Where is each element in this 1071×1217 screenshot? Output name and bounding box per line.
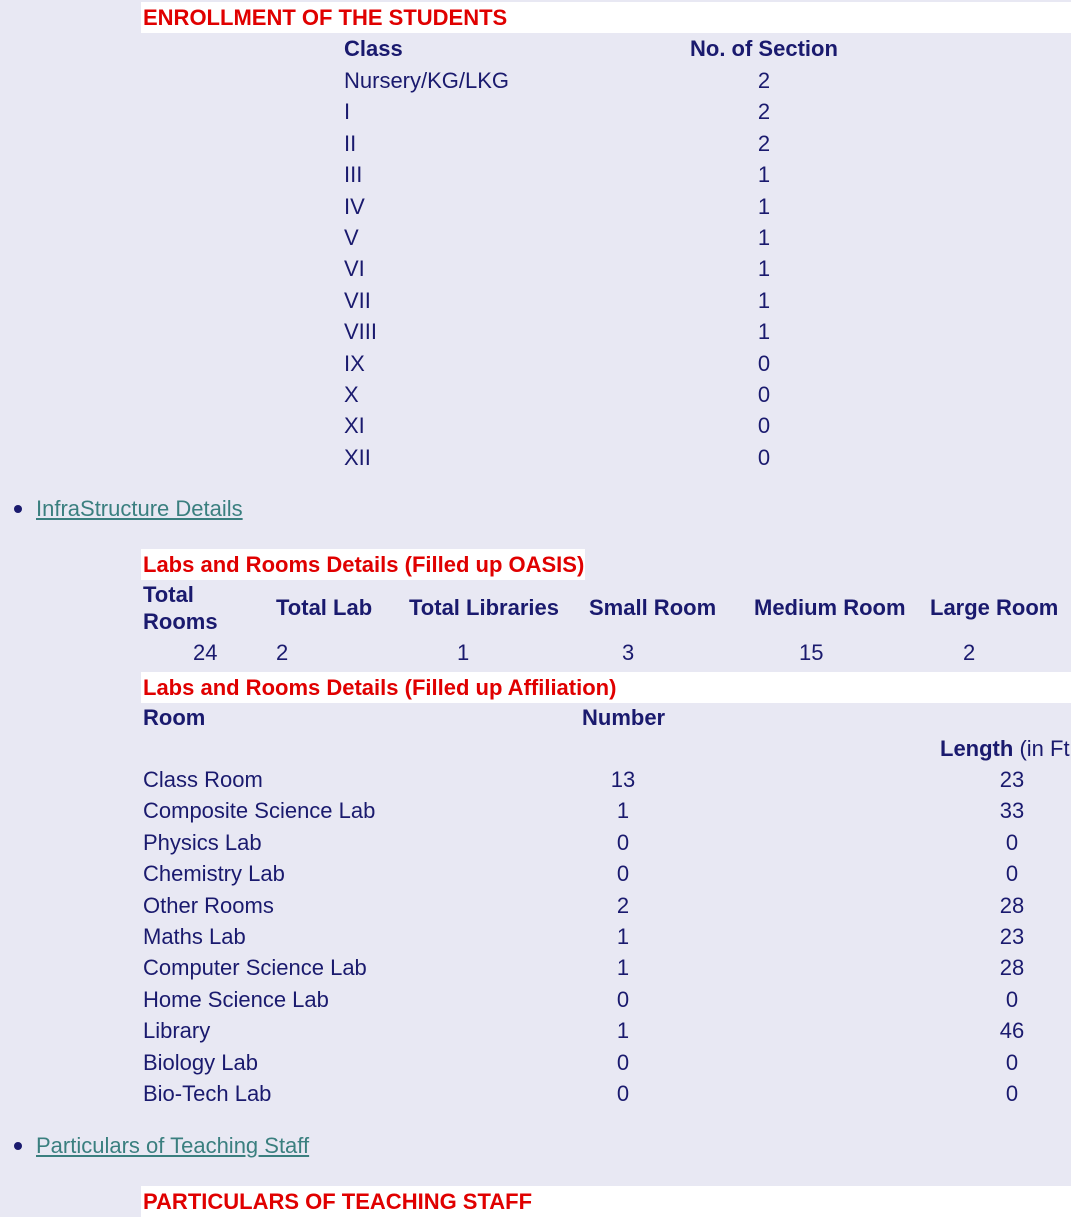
oasis-value-total-lab: 2 (276, 640, 289, 665)
bullet-icon (14, 505, 22, 513)
affiliation-row-number: 0 (616, 829, 630, 855)
affiliation-row-room: Other Rooms (143, 892, 274, 918)
teaching-staff-title: PARTICULARS OF TEACHING STAFF (141, 1186, 1071, 1217)
oasis-title: Labs and Rooms Details (Filled up OASIS) (141, 549, 585, 580)
affiliation-row-length: 0 (1005, 986, 1019, 1012)
bullet-icon (14, 1142, 22, 1150)
oasis-value-large-room: 2 (963, 640, 976, 665)
oasis-header-small-room: Small Room (589, 595, 717, 620)
oasis-header-total-lab: Total Lab (276, 595, 373, 620)
affiliation-header-number: Number (582, 705, 666, 730)
enrollment-row-class: VIII (344, 319, 378, 345)
enrollment-row-sections: 2 (757, 99, 771, 125)
affiliation-row-length: 28 (999, 955, 1025, 981)
affiliation-row-length: 23 (999, 767, 1025, 792)
enrollment-row-class: Nursery/KG/LKG (344, 68, 510, 93)
affiliation-row-room: Maths Lab (143, 924, 246, 949)
enrollment-row-class: VII (344, 287, 371, 313)
enrollment-row-class: X (344, 382, 359, 407)
oasis-value-total-libraries: 1 (457, 640, 470, 665)
affiliation-row-number: 1 (616, 924, 630, 949)
oasis-header-total-libraries: Total Libraries (409, 595, 559, 620)
affiliation-row-length: 46 (999, 1018, 1025, 1044)
enrollment-row-sections: 0 (757, 413, 771, 439)
affiliation-row-room: Biology Lab (143, 1049, 258, 1075)
oasis-value-medium-room: 15 (799, 640, 824, 665)
oasis-header-total-rooms: Total Rooms (143, 582, 218, 634)
affiliation-title: Labs and Rooms Details (Filled up Affiliation) (141, 672, 1071, 703)
enrollment-row-class: V (344, 225, 359, 250)
affiliation-row-length: 33 (999, 798, 1025, 824)
enrollment-row-sections: 1 (757, 287, 771, 313)
affiliation-row-number: 1 (616, 955, 630, 981)
teaching-staff-link[interactable]: Particulars of Teaching Staff (36, 1133, 310, 1158)
affiliation-row-length: 23 (999, 924, 1025, 949)
affiliation-row-length: 0 (1005, 829, 1019, 855)
affiliation-row-length: 0 (1005, 1049, 1019, 1075)
affiliation-row-number: 0 (616, 1081, 630, 1106)
oasis-header-medium-room: Medium Room (754, 595, 906, 620)
affiliation-header-length: Length (in Ft (940, 736, 1070, 761)
enrollment-row-class: XII (344, 444, 371, 470)
enrollment-title: ENROLLMENT OF THE STUDENTS (141, 2, 1071, 33)
affiliation-row-room: Home Science Lab (143, 986, 329, 1012)
affiliation-row-room: Physics Lab (143, 829, 262, 855)
affiliation-row-length: 0 (1005, 861, 1019, 887)
teaching-staff-list-item (14, 1133, 309, 1159)
enrollment-row-class: III (344, 162, 363, 188)
enrollment-header-sections: No. of Section (690, 36, 838, 61)
enrollment-header-class: Class (344, 36, 403, 61)
enrollment-row-sections: 1 (757, 256, 771, 282)
affiliation-row-number: 2 (616, 892, 630, 918)
enrollment-row-class: IX (344, 350, 365, 376)
affiliation-row-number: 1 (616, 798, 630, 824)
affiliation-row-number: 0 (616, 986, 630, 1012)
enrollment-row-class: VI (344, 256, 365, 282)
oasis-header-large-room: Large Room (930, 595, 1059, 620)
enrollment-row-sections: 0 (757, 382, 771, 407)
enrollment-row-sections: 2 (757, 130, 771, 156)
affiliation-row-room: Bio-Tech Lab (143, 1081, 272, 1106)
affiliation-row-room: Composite Science Lab (143, 798, 376, 824)
affiliation-row-room: Chemistry Lab (143, 861, 285, 887)
enrollment-row-sections: 0 (757, 350, 771, 376)
affiliation-row-length: 0 (1005, 1081, 1019, 1106)
affiliation-row-number: 13 (610, 767, 636, 792)
enrollment-row-class: II (344, 130, 357, 156)
affiliation-row-room: Class Room (143, 767, 263, 792)
affiliation-row-room: Library (143, 1018, 211, 1044)
enrollment-row-sections: 0 (757, 444, 771, 470)
infrastructure-details-link[interactable]: InfraStructure Details (36, 496, 243, 521)
affiliation-row-length: 28 (999, 892, 1025, 918)
affiliation-row-room: Computer Science Lab (143, 955, 367, 981)
enrollment-row-class: I (344, 99, 351, 125)
enrollment-row-sections: 1 (757, 319, 771, 345)
enrollment-row-sections: 1 (757, 193, 771, 219)
affiliation-row-number: 1 (616, 1018, 630, 1044)
affiliation-header-room: Room (143, 705, 206, 730)
oasis-value-small-room: 3 (622, 640, 635, 665)
affiliation-row-number: 0 (616, 861, 630, 887)
infrastructure-list-item (14, 496, 243, 522)
affiliation-row-number: 0 (616, 1049, 630, 1075)
enrollment-row-class: IV (344, 193, 365, 219)
oasis-value-total-rooms: 24 (193, 640, 218, 665)
enrollment-row-sections: 1 (757, 225, 771, 250)
enrollment-row-class: XI (344, 413, 365, 439)
enrollment-row-sections: 1 (757, 162, 771, 188)
enrollment-row-sections: 2 (757, 68, 771, 93)
